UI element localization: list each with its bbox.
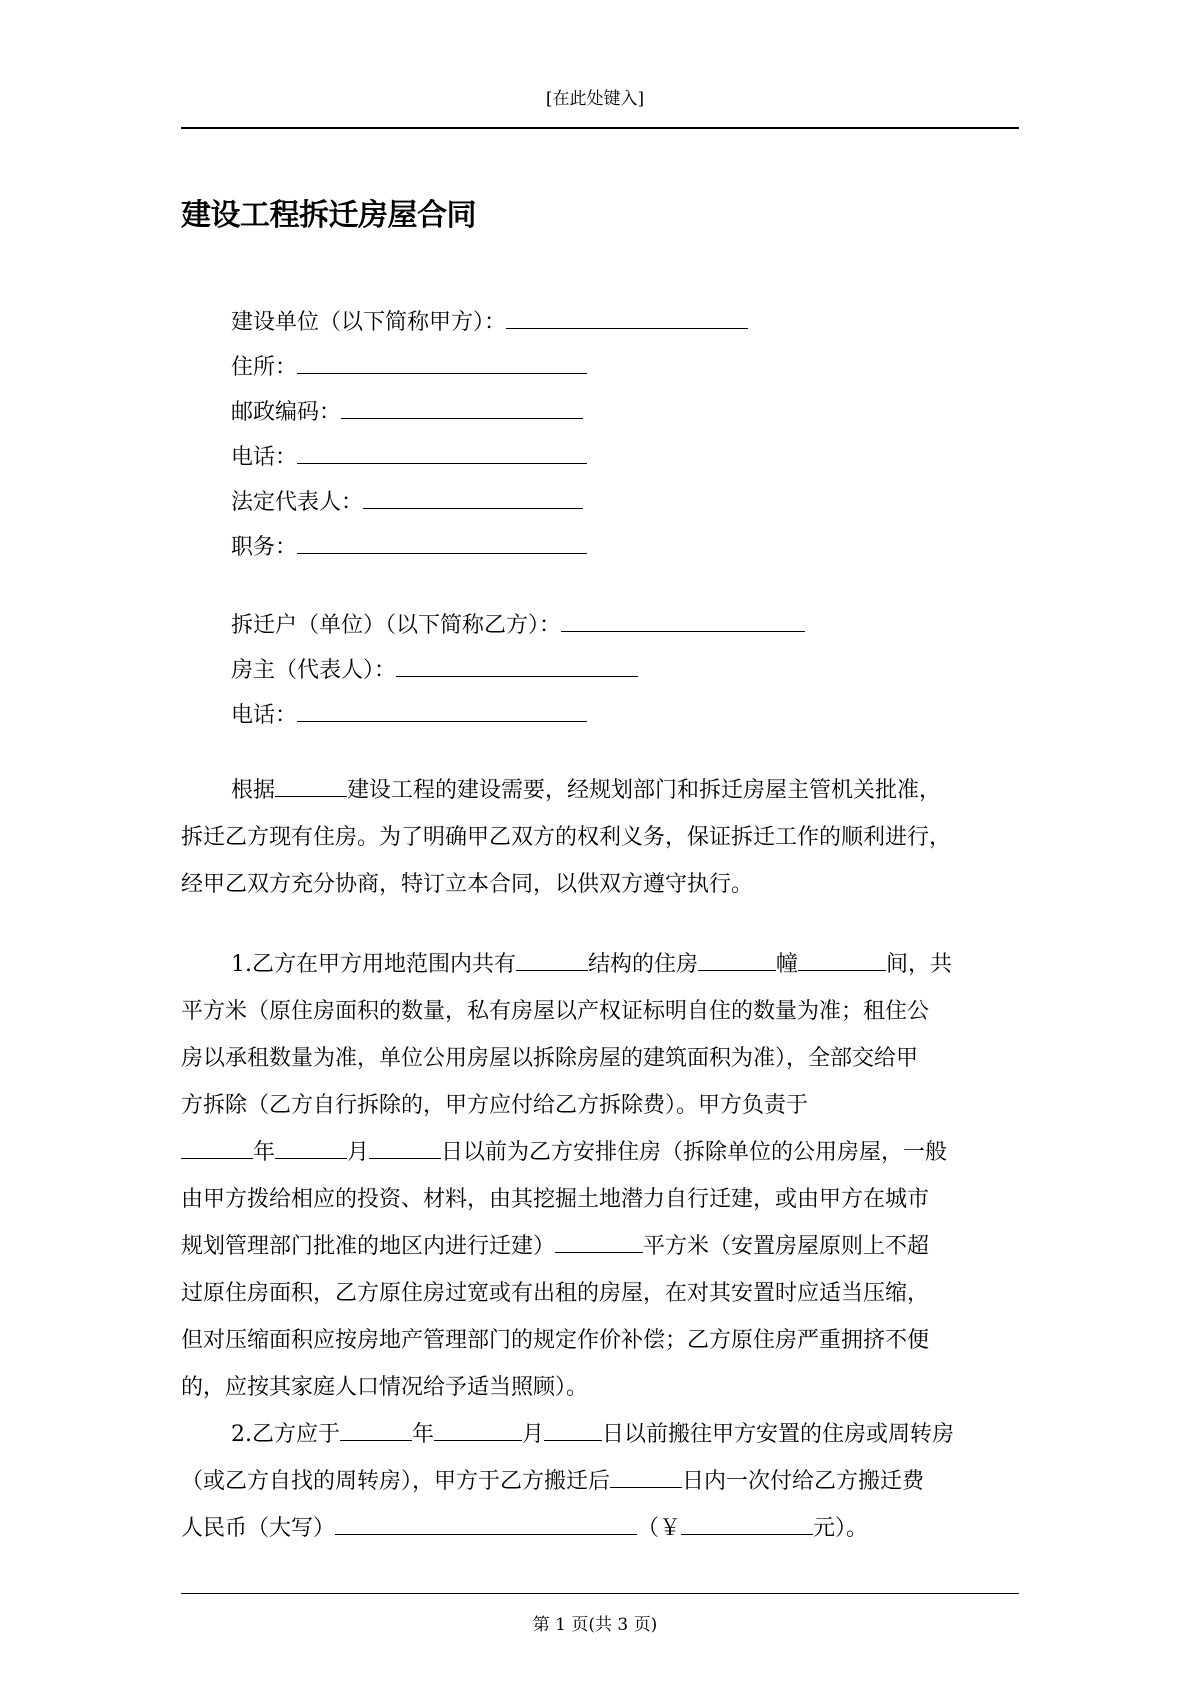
clause-line: 方拆除（乙方自行拆除的，甲方应付给乙方拆除费）。甲方负责于 xyxy=(181,1093,809,1118)
intro-paragraph xyxy=(181,767,1021,908)
clause-2 xyxy=(181,1411,1021,1552)
project-name-blank[interactable] xyxy=(275,774,347,797)
party-a-address-blank[interactable] xyxy=(297,351,587,374)
room-count-blank[interactable] xyxy=(798,948,886,971)
party-b-phone-label: 电话： xyxy=(231,703,298,728)
page-number: 第 1 页(共 3 页) xyxy=(532,1615,658,1635)
clause-line: 但对压缩面积应按房地产管理部门的规定作价补偿；乙方原住房严重拥挤不便 xyxy=(181,1328,930,1353)
clause-line: 人民币（大写） （￥ 元）。 xyxy=(181,1505,1021,1552)
party-a-unit-blank[interactable] xyxy=(506,306,748,329)
move-month-blank[interactable] xyxy=(434,1418,522,1441)
party-b-phone-field xyxy=(231,699,587,731)
amount-in-figures-blank[interactable] xyxy=(681,1512,813,1535)
month-blank[interactable] xyxy=(275,1136,347,1159)
clause-line: （或乙方自找的周转房），甲方于乙方搬迁后 日内一次付给乙方搬迁费 xyxy=(181,1458,1021,1505)
header-divider xyxy=(181,127,1019,129)
party-a-phone-blank[interactable] xyxy=(297,441,587,464)
party-a-postcode-label: 邮政编码： xyxy=(231,400,342,425)
payment-days-blank[interactable] xyxy=(610,1465,682,1488)
clause-line: 2.乙方应于 年 月 日以前搬往甲方安置的住房或周转房 xyxy=(181,1411,1021,1458)
party-b-owner-label: 房主（代表人）： xyxy=(231,658,397,683)
amount-in-words-blank[interactable] xyxy=(335,1512,637,1535)
party-b-household-field xyxy=(231,609,805,641)
party-b-household-label: 拆迁户（单位）（以下简称乙方）： xyxy=(231,613,562,638)
party-b-household-blank[interactable] xyxy=(561,609,805,632)
day-blank[interactable] xyxy=(369,1136,441,1159)
clause-line: 房以承租数量为准，单位公用房屋以拆除房屋的建筑面积为准），全部交给甲 xyxy=(181,1046,919,1071)
party-b-owner-blank[interactable] xyxy=(396,654,638,677)
intro-line: 拆迁乙方现有住房。为了明确甲乙双方的权利义务，保证拆迁工作的顺利进行， xyxy=(181,825,952,850)
party-a-unit-label: 建设单位（以下简称甲方）： xyxy=(231,310,507,335)
page-header: [在此处键入] xyxy=(545,89,645,109)
party-a-position-blank[interactable] xyxy=(297,531,587,554)
clause-line: 的，应按其家庭人口情况给予适当照顾）。 xyxy=(181,1375,589,1400)
clause-line: 年 月 日以前为乙方安排住房（拆除单位的公用房屋，一般 xyxy=(181,1129,1021,1176)
clause-1 xyxy=(181,941,1021,1411)
move-day-blank[interactable] xyxy=(544,1418,602,1441)
building-count-blank[interactable] xyxy=(698,948,776,971)
year-blank[interactable] xyxy=(181,1136,253,1159)
party-a-legal-rep-label: 法定代表人： xyxy=(231,490,364,515)
structure-type-blank[interactable] xyxy=(516,948,588,971)
footer-divider xyxy=(181,1593,1019,1594)
party-a-position-field xyxy=(231,531,587,563)
clause-line: 1.乙方在甲方用地范围内共有 结构的住房 幢 间，共 xyxy=(181,941,1021,988)
party-a-postcode-blank[interactable] xyxy=(341,396,583,419)
party-a-legal-rep-field xyxy=(231,486,583,518)
party-a-postcode-field xyxy=(231,396,583,428)
move-year-blank[interactable] xyxy=(340,1418,412,1441)
party-a-unit-field xyxy=(231,306,748,338)
clause-line: 规划管理部门批准的地区内进行迁建） 平方米（安置房屋原则上不超 xyxy=(181,1223,1021,1270)
party-a-phone-field xyxy=(231,441,587,473)
intro-line: 经甲乙双方充分协商，特订立本合同，以供双方遵守执行。 xyxy=(181,872,754,897)
party-b-phone-blank[interactable] xyxy=(297,699,587,722)
clause-line: 平方米（原住房面积的数量，私有房屋以产权证标明自住的数量为准；租住公 xyxy=(181,999,930,1024)
clause-line: 由甲方拨给相应的投资、材料，由其挖掘土地潜力自行迁建，或由甲方在城市 xyxy=(181,1187,930,1212)
intro-line: 根据 建设工程的建设需要，经规划部门和拆迁房屋主管机关批准， xyxy=(181,767,1021,814)
party-a-legal-rep-blank[interactable] xyxy=(363,486,583,509)
party-a-address-label: 住所： xyxy=(231,355,298,380)
party-a-address-field xyxy=(231,351,587,383)
resettle-area-blank[interactable] xyxy=(555,1230,643,1253)
party-b-owner-field xyxy=(231,654,638,686)
document-title: 建设工程拆迁房屋合同 xyxy=(181,198,476,233)
clause-line: 过原住房面积，乙方原住房过宽或有出租的房屋，在对其安置时应适当压缩， xyxy=(181,1281,930,1306)
party-a-phone-label: 电话： xyxy=(231,445,298,470)
party-a-position-label: 职务： xyxy=(231,535,298,560)
